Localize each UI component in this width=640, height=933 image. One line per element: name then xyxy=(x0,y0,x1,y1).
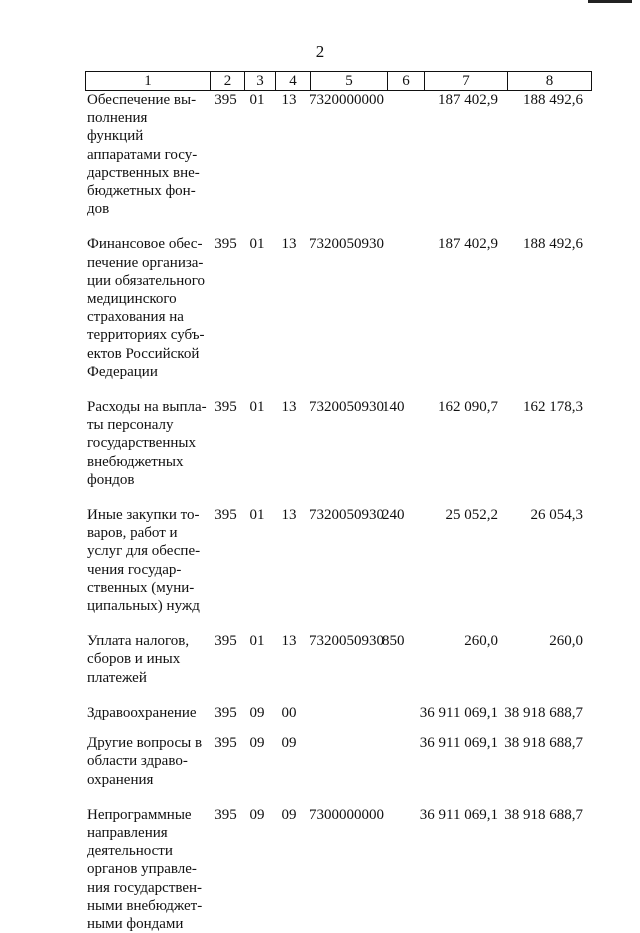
row-amount-1: 36 911 069,1 xyxy=(419,806,498,823)
row-amount-1: 187 402,9 xyxy=(438,92,498,108)
header-col-3: 3 xyxy=(245,72,276,91)
row-section: 01 xyxy=(249,633,265,650)
row-amount-2: 188 492,6 xyxy=(523,236,583,253)
row-section: 09 xyxy=(249,735,265,752)
row-subsection: 13 xyxy=(281,507,297,524)
row-amount-2: 38 918 688,7 xyxy=(504,806,583,823)
table-row xyxy=(85,91,583,235)
row-amount-1: 36 911 069,1 xyxy=(419,704,498,721)
header-col-2: 2 xyxy=(211,72,245,91)
row-grbs: 395 xyxy=(214,735,237,752)
row-amount-1: 187 402,9 xyxy=(438,236,498,253)
row-expense-type xyxy=(382,235,418,398)
column-number-header xyxy=(85,71,592,91)
row-amount-1: 260,0 xyxy=(464,633,498,650)
row-expense-type xyxy=(382,806,418,933)
row-subsection: 13 xyxy=(281,236,297,253)
row-amount-1: 25 052,2 xyxy=(445,507,498,524)
row-name: Непрограммные направления деятельности органов управле-ния государствен-ными внебюджет-ными фондами xyxy=(87,806,203,932)
header-col-4: 4 xyxy=(276,72,311,91)
row-subsection: 09 xyxy=(281,806,297,823)
row-section: 09 xyxy=(249,806,265,823)
row-subsection: 13 xyxy=(281,92,297,108)
header-col-5: 5 xyxy=(311,72,388,91)
row-amount-2: 38 918 688,7 xyxy=(504,735,583,752)
table-row xyxy=(85,806,583,933)
header-col-1: 1 xyxy=(86,72,211,91)
table-row xyxy=(85,506,583,632)
row-amount-2: 260,0 xyxy=(549,633,583,650)
row-grbs: 395 xyxy=(214,399,237,416)
row-expense-type: 140 xyxy=(382,399,405,416)
row-grbs: 395 xyxy=(214,236,237,253)
row-name: Иные закупки то-варов, работ и услуг для обеспе-чения государ-ственных (муни-ципальных) нужд xyxy=(87,507,201,615)
row-grbs: 395 xyxy=(214,507,237,524)
row-grbs: 395 xyxy=(214,704,237,721)
row-name: Другие вопросы в области здраво-охранения xyxy=(87,735,203,788)
row-name: Здравоохранение xyxy=(87,704,197,721)
row-section: 01 xyxy=(249,92,265,108)
row-subsection: 13 xyxy=(281,633,297,650)
row-name: Обеспечение вы-полнения функций аппаратами госу-дарственных вне-бюджетных фон-дов xyxy=(87,92,200,218)
row-grbs: 395 xyxy=(214,633,237,650)
row-section: 01 xyxy=(249,507,265,524)
row-section: 09 xyxy=(249,704,265,721)
row-target-article: 7320050930 xyxy=(309,633,384,650)
table-row xyxy=(85,632,583,704)
row-target-article: 7320050930 xyxy=(309,236,384,253)
row-name: Расходы на выпла-ты персоналу государственных внебюджетных фондов xyxy=(87,399,207,488)
row-subsection: 13 xyxy=(281,399,297,416)
row-amount-1: 36 911 069,1 xyxy=(419,735,498,752)
row-subsection: 09 xyxy=(281,735,297,752)
row-expense-type xyxy=(382,91,418,235)
corner-mark xyxy=(588,0,632,3)
row-subsection: 00 xyxy=(281,704,297,721)
header-col-7: 7 xyxy=(425,72,508,91)
row-expense-type: 240 xyxy=(382,507,405,524)
header-row xyxy=(86,72,592,91)
row-amount-2: 188 492,6 xyxy=(523,92,583,108)
row-amount-2: 162 178,3 xyxy=(523,399,583,416)
budget-table xyxy=(85,91,583,933)
row-grbs: 395 xyxy=(214,92,237,108)
row-expense-type xyxy=(382,734,418,806)
row-expense-type xyxy=(382,704,418,734)
row-target-article: 7300000000 xyxy=(309,806,384,823)
row-amount-2: 26 054,3 xyxy=(530,507,583,524)
page-number: 2 xyxy=(315,42,325,61)
row-name: Финансовое обес-печение организа-ции обязательного медицинского страхования на территориях субъ-ектов Российской Федерации xyxy=(87,236,206,380)
row-section: 01 xyxy=(249,399,265,416)
row-target-article xyxy=(306,704,382,734)
row-section: 01 xyxy=(249,236,265,253)
table-row xyxy=(85,398,583,506)
header-col-6: 6 xyxy=(388,72,425,91)
row-name: Уплата налогов, сборов и иных платежей xyxy=(87,633,190,686)
header-col-8: 8 xyxy=(508,72,592,91)
table-row xyxy=(85,704,583,734)
row-grbs: 395 xyxy=(214,806,237,823)
row-target-article: 7320050930 xyxy=(309,399,384,416)
table-row xyxy=(85,734,583,806)
row-amount-2: 38 918 688,7 xyxy=(504,704,583,721)
table-row xyxy=(85,235,583,398)
row-target-article: 7320000000 xyxy=(309,92,384,108)
row-amount-1: 162 090,7 xyxy=(438,399,498,416)
row-target-article xyxy=(306,734,382,806)
row-target-article: 7320050930 xyxy=(309,507,384,524)
row-expense-type: 850 xyxy=(382,633,405,650)
